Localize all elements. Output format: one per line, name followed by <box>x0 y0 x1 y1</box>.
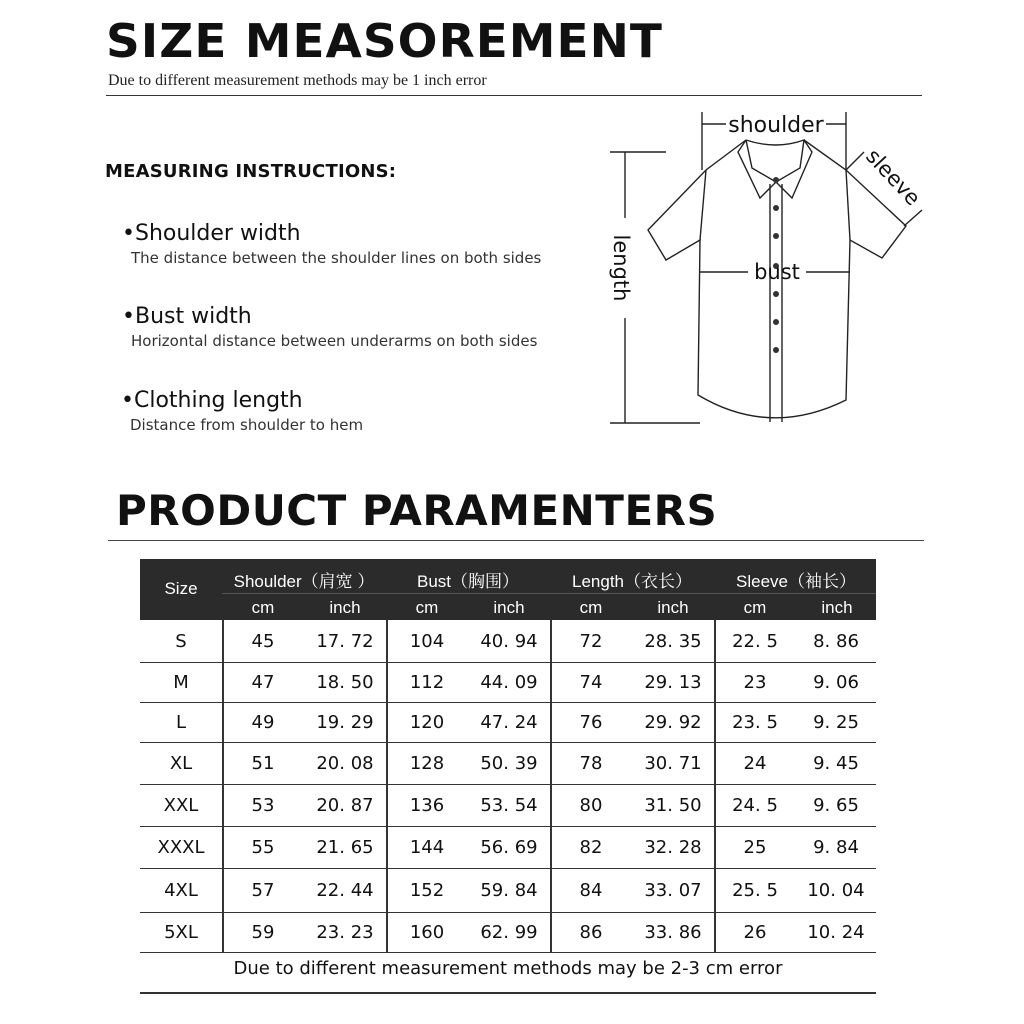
shirt-diagram <box>600 105 930 435</box>
shoulder-label: shoulder <box>728 113 824 138</box>
value-cell: 25. 5 <box>732 879 778 901</box>
value-cell: 53 <box>251 794 275 816</box>
table-row <box>140 662 876 703</box>
unit-header: inch <box>821 598 853 617</box>
instruction-desc-length: Distance from shoulder to hem <box>130 416 364 434</box>
value-cell: 47. 24 <box>480 711 538 733</box>
value-cell: 136 <box>409 794 445 816</box>
value-cell: 9. 65 <box>813 794 859 816</box>
value-cell: 25 <box>743 836 767 858</box>
value-cell: 120 <box>409 711 445 733</box>
instruction-title-bust: •Bust width <box>122 304 252 329</box>
value-cell: 30. 71 <box>644 752 702 774</box>
value-cell: 44. 09 <box>480 671 538 693</box>
value-cell: 128 <box>409 752 445 774</box>
sleeve-group-header: Sleeve（袖长） <box>736 572 856 591</box>
instruction-desc-shoulder: The distance between the shoulder lines on both sides <box>131 249 542 267</box>
table-row <box>140 868 876 913</box>
value-cell: 28. 35 <box>644 630 702 652</box>
value-cell: 9. 84 <box>813 836 859 858</box>
table-footnote: Due to different measurement methods may be 2-3 cm error <box>233 958 783 979</box>
value-cell: 45 <box>251 630 275 652</box>
value-cell: 112 <box>409 671 445 693</box>
column-divider <box>222 620 224 952</box>
length-group-header: Length（衣长） <box>572 572 692 591</box>
value-cell: 57 <box>251 879 275 901</box>
value-cell: 33. 86 <box>644 921 702 943</box>
size-cell: L <box>175 711 187 733</box>
table-row <box>140 784 876 827</box>
value-cell: 50. 39 <box>480 752 538 774</box>
value-cell: 26 <box>743 921 767 943</box>
unit-header: cm <box>743 598 767 617</box>
value-cell: 10. 24 <box>807 921 865 943</box>
column-divider <box>386 620 388 952</box>
table-row <box>140 912 876 953</box>
size-cell: 5XL <box>164 921 198 943</box>
table-row <box>140 742 876 785</box>
value-cell: 22. 44 <box>316 879 374 901</box>
value-cell: 80 <box>579 794 603 816</box>
instructions-heading: MEASURING INSTRUCTIONS: <box>105 161 397 182</box>
size-cell: M <box>173 671 189 693</box>
value-cell: 47 <box>251 671 275 693</box>
value-cell: 76 <box>579 711 603 733</box>
value-cell: 20. 08 <box>316 752 374 774</box>
value-cell: 22. 5 <box>732 630 778 652</box>
value-cell: 17. 72 <box>316 630 374 652</box>
value-cell: 9. 25 <box>813 711 859 733</box>
value-cell: 82 <box>579 836 603 858</box>
column-divider <box>550 620 552 952</box>
header-divider <box>222 593 876 594</box>
value-cell: 31. 50 <box>644 794 702 816</box>
page-title: SIZE MEASOREMENT <box>106 14 663 68</box>
length-label: length <box>609 234 633 302</box>
value-cell: 20. 87 <box>316 794 374 816</box>
table-header <box>140 559 876 620</box>
instruction-desc-bust: Horizontal distance between underarms on both sides <box>131 332 538 350</box>
unit-header: inch <box>329 598 361 617</box>
value-cell: 9. 06 <box>813 671 859 693</box>
table-row <box>140 826 876 869</box>
value-cell: 86 <box>579 921 603 943</box>
value-cell: 78 <box>579 752 603 774</box>
size-cell: 4XL <box>164 879 198 901</box>
value-cell: 152 <box>409 879 445 901</box>
divider <box>106 95 922 96</box>
size-cell: XXXL <box>157 836 205 858</box>
value-cell: 29. 13 <box>644 671 702 693</box>
value-cell: 72 <box>579 630 603 652</box>
value-cell: 9. 45 <box>813 752 859 774</box>
size-cell: S <box>175 630 187 652</box>
shoulder-group-header: Shoulder（肩宽 ） <box>233 572 375 591</box>
column-divider <box>714 620 716 952</box>
value-cell: 84 <box>579 879 603 901</box>
instruction-title-length: •Clothing length <box>121 388 303 413</box>
value-cell: 18. 50 <box>316 671 374 693</box>
product-title: PRODUCT PARAMENTERS <box>116 486 718 535</box>
value-cell: 160 <box>409 921 445 943</box>
value-cell: 21. 65 <box>316 836 374 858</box>
size-column-header: Size <box>164 579 198 598</box>
value-cell: 23. 5 <box>732 711 778 733</box>
table-row <box>140 702 876 743</box>
value-cell: 8. 86 <box>813 630 859 652</box>
value-cell: 56. 69 <box>480 836 538 858</box>
value-cell: 59 <box>251 921 275 943</box>
bust-group-header: Bust（胸围） <box>416 572 520 591</box>
divider <box>108 540 924 541</box>
sleeve-label: sleeve <box>861 144 926 211</box>
value-cell: 59. 84 <box>480 879 538 901</box>
value-cell: 53. 54 <box>480 794 538 816</box>
divider <box>140 992 876 994</box>
value-cell: 29. 92 <box>644 711 702 733</box>
value-cell: 62. 99 <box>480 921 538 943</box>
value-cell: 24 <box>743 752 767 774</box>
unit-header: cm <box>251 598 275 617</box>
unit-header: inch <box>657 598 689 617</box>
bust-label: bust <box>754 260 800 284</box>
table-row <box>140 620 876 663</box>
size-cell: XXL <box>163 794 199 816</box>
value-cell: 74 <box>579 671 603 693</box>
value-cell: 10. 04 <box>807 879 865 901</box>
value-cell: 24. 5 <box>732 794 778 816</box>
value-cell: 104 <box>409 630 445 652</box>
value-cell: 23. 23 <box>316 921 374 943</box>
unit-header: inch <box>493 598 525 617</box>
value-cell: 40. 94 <box>480 630 538 652</box>
value-cell: 23 <box>743 671 767 693</box>
instruction-title-shoulder: •Shoulder width <box>122 221 301 246</box>
size-cell: XL <box>169 752 193 774</box>
unit-header: cm <box>579 598 603 617</box>
value-cell: 49 <box>251 711 275 733</box>
value-cell: 33. 07 <box>644 879 702 901</box>
value-cell: 51 <box>251 752 275 774</box>
value-cell: 55 <box>251 836 275 858</box>
unit-header: cm <box>415 598 439 617</box>
measurement-error-note: Due to different measurement methods may be 1 inch error <box>108 72 487 89</box>
value-cell: 32. 28 <box>644 836 702 858</box>
value-cell: 144 <box>409 836 445 858</box>
value-cell: 19. 29 <box>316 711 374 733</box>
